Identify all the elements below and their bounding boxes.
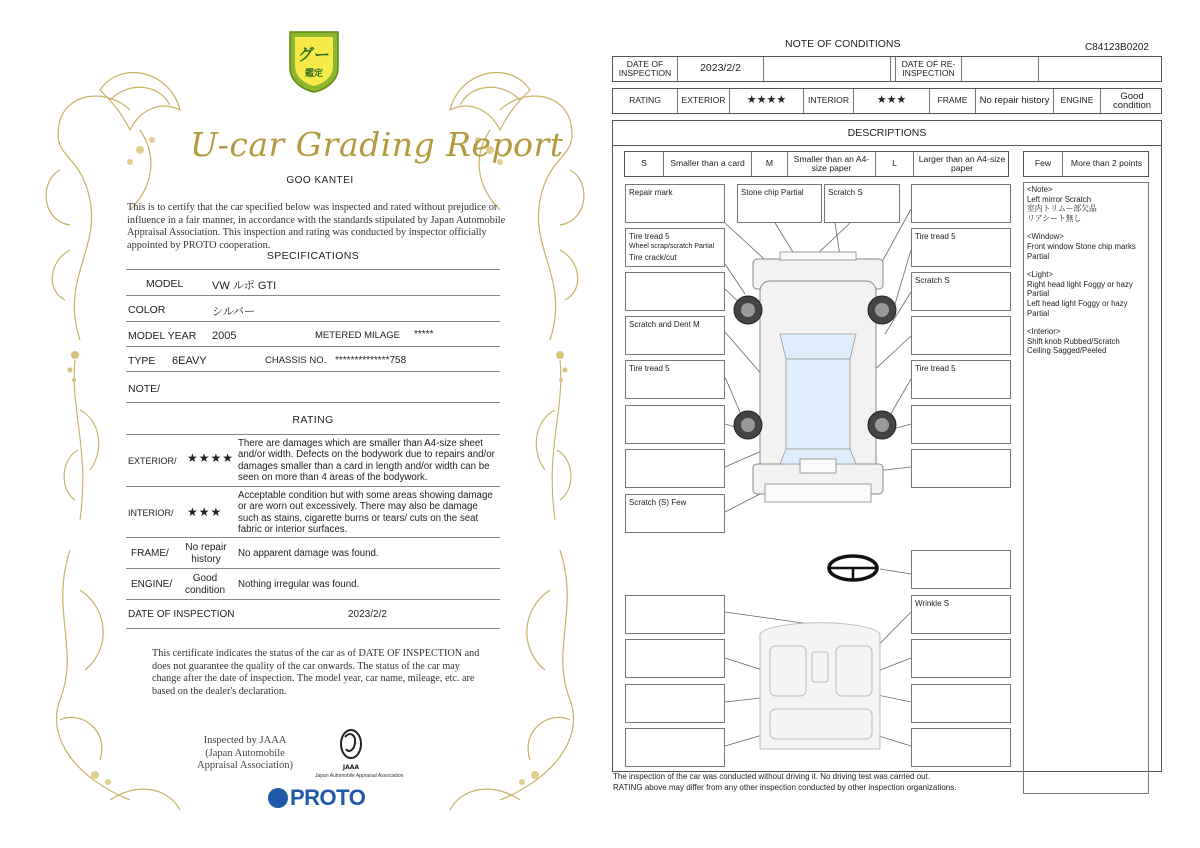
size-legend: S Smaller than a card M Smaller than an A4-size paper L Larger than an A4-size paper — [624, 151, 1009, 177]
ornament-mid-right — [515, 350, 575, 530]
footnote-1: The inspection of the car was conducted without driving it. No driving test was carried out. — [613, 772, 931, 781]
certificate-subtitle: GOO KANTEI — [286, 175, 354, 186]
note-label: NOTE/ — [128, 383, 161, 395]
date-of-inspection-value: 2023/2/2 — [677, 57, 763, 81]
engine-label: ENGINE — [1053, 89, 1100, 113]
label-scratch-dent: Scratch and Dent M — [625, 316, 725, 355]
ornament-mid-left — [60, 350, 120, 530]
rating-row-engine — [126, 569, 500, 600]
note-of-conditions — [610, 34, 1165, 792]
milage-label: METERED MILAGE — [315, 330, 400, 341]
certificate-intro: This is to certify that the car specified below was inspected and rated without prejudice or influence in a fair manner, in accordance with the standards stipulated by Japan Automobile Appraisal Association. This inspection and rating was conducted by inspector officially appointed by PROTO cooperation. — [127, 202, 506, 251]
specifications-heading: SPECIFICATIONS — [266, 250, 360, 262]
label-box-empty-5 — [911, 316, 1011, 355]
label-repair-mark: Repair mark — [625, 184, 725, 223]
spec-row-type — [126, 347, 500, 372]
label-box-empty-11 — [911, 728, 1011, 767]
label-tire-tread-rear-right: Tire tread 5 — [911, 360, 1011, 399]
inspected-by: Inspected by JAAA (Japan Automobile Appraisal Association) — [197, 735, 293, 771]
color-label: COLOR — [128, 304, 166, 316]
label-tire-tread-front-right: Tire tread 5 — [911, 228, 1011, 267]
notes-panel: <Note> Left mirror Scratch 室内トリムー部欠品 リアシート無し <Window> Front window Stone chip marks Partial <Light> Right head light Foggy or hazy Partial Left head light Foggy or hazy Partial <Interior> Shift knob Rubbed/Scratch Ceiling Sagged/Peeled — [1023, 182, 1149, 794]
label-box-empty-13 — [625, 639, 725, 678]
milage-value: ***** — [414, 329, 434, 340]
engine-description: Nothing irregular was found. — [238, 579, 360, 590]
type-value: 6EAVY — [172, 355, 207, 367]
proto-mark-icon — [268, 788, 288, 808]
frame-label: FRAME/ — [131, 548, 169, 559]
grading-certificate — [40, 20, 600, 830]
engine-value: Good condition — [184, 573, 226, 596]
color-value: シルバー — [212, 306, 255, 318]
goo-kantei-badge — [286, 28, 342, 94]
reinspection-label: DATE OF RE-INSPECTION — [895, 57, 961, 81]
proto-logo: PROTO — [268, 785, 365, 811]
interior-stars: ★★★ — [853, 89, 929, 113]
rating-row-exterior — [126, 435, 500, 487]
spec-row-model — [126, 270, 500, 296]
chassis-label: CHASSIS NO. — [265, 355, 327, 366]
label-box-empty-9 — [911, 639, 1011, 678]
few-legend: Few More than 2 points — [1023, 151, 1149, 177]
interior-label: INTERIOR/ — [128, 508, 174, 518]
spec-row-note — [126, 372, 500, 403]
steering-wheel-icon — [829, 556, 877, 580]
descriptions-heading: DESCRIPTIONS — [612, 120, 1162, 146]
label-box-empty-12 — [625, 595, 725, 634]
label-box-empty-8 — [911, 550, 1011, 589]
spec-row-color — [126, 296, 500, 322]
interior-stars: ★★★ — [187, 505, 223, 519]
model-label: MODEL — [146, 278, 184, 290]
label-stone-chip: Stone chip Partial — [737, 184, 822, 223]
frame-label: FRAME — [929, 89, 975, 113]
label-box-empty-7 — [911, 449, 1011, 488]
label-box-empty-3 — [625, 449, 725, 488]
frame-value: No repair history — [185, 542, 227, 565]
exterior-label: EXTERIOR — [677, 89, 729, 113]
label-box-empty-15 — [625, 728, 725, 767]
label-scratch-s-top: Scratch S — [824, 184, 900, 223]
frame-value: No repair history — [975, 89, 1053, 113]
label-box-empty-4 — [911, 184, 1011, 223]
label-tire-tread-front-left: Tire tread 5 Wheel scrap/scratch Partial Tire crack/cut — [625, 228, 725, 267]
label-scratch-few: Scratch (S) Few — [625, 494, 725, 533]
model-value: VW ルポ GTI — [212, 280, 277, 292]
frame-description: No apparent damage was found. — [238, 548, 379, 559]
jaaa-label: JAAA — [342, 764, 360, 771]
date-label: DATE OF INSPECTION — [128, 609, 235, 620]
exterior-description: There are damages which are smaller than A4-size sheet and/or width. Defects on the bodywork due to repairs and/or damages smaller than a card in length and/or width can be seen on more than 4 areas of the bodywork. — [238, 438, 495, 484]
jaaa-logo — [338, 727, 364, 771]
engine-label: ENGINE/ — [131, 579, 173, 590]
noc-code: C84123B0202 — [1085, 42, 1149, 53]
exterior-stars: ★★★★ — [729, 89, 803, 113]
svg-text:鑑定: 鑑定 — [304, 69, 324, 79]
label-box-empty-6 — [911, 405, 1011, 444]
model-year-label: MODEL YEAR — [128, 330, 197, 342]
label-box-empty-10 — [911, 684, 1011, 723]
rating-row-interior — [126, 487, 500, 538]
exterior-label: EXTERIOR/ — [128, 456, 177, 466]
label-wrinkle: Wrinkle S — [911, 595, 1011, 634]
certificate-footer: This certificate indicates the status of the car as of DATE OF INSPECTION and does not guarantee the quality of the car onwards. The status of the car may change after the date of inspection. The model year, car name, mileage, etc. are based on the dealer's declaration. — [152, 648, 480, 697]
type-label: TYPE — [128, 355, 156, 367]
rating-row-date — [126, 600, 500, 629]
label-tire-tread-rear-left: Tire tread 5 — [625, 360, 725, 399]
date-value: 2023/2/2 — [348, 609, 387, 620]
jaaa-caption: Japan Automobile Appraisal Association — [315, 773, 404, 779]
label-box-empty-2 — [625, 405, 725, 444]
label-box-empty-14 — [625, 684, 725, 723]
engine-value: Good condition — [1100, 89, 1163, 113]
noc-title: NOTE OF CONDITIONS — [785, 38, 901, 50]
chassis-value: **************758 — [335, 355, 407, 366]
svg-text:グー: グー — [297, 45, 331, 64]
spec-row-year — [126, 322, 500, 347]
certificate-title: U-car Grading Report — [190, 125, 564, 164]
rating-label: RATING — [629, 95, 661, 106]
exterior-stars: ★★★★ — [187, 451, 235, 465]
label-box-empty-1 — [625, 272, 725, 311]
label-scratch-s-right: Scratch S — [911, 272, 1011, 311]
rating-heading: RATING — [292, 414, 334, 426]
model-year-value: 2005 — [212, 330, 237, 342]
date-of-inspection-label: DATE OF INSPECTION — [618, 58, 672, 78]
footnote-2: RATING above may differ from any other inspection conducted by other inspection organizations. — [613, 783, 957, 792]
interior-label: INTERIOR — [803, 89, 853, 113]
interior-description: Acceptable condition but with some areas showing damage or are worn out excessively. There may also be damage such as stains, cigarette burns or tears/ cuts on the seat fabric or interior surfaces. — [238, 490, 493, 536]
rating-row-frame — [126, 538, 500, 569]
